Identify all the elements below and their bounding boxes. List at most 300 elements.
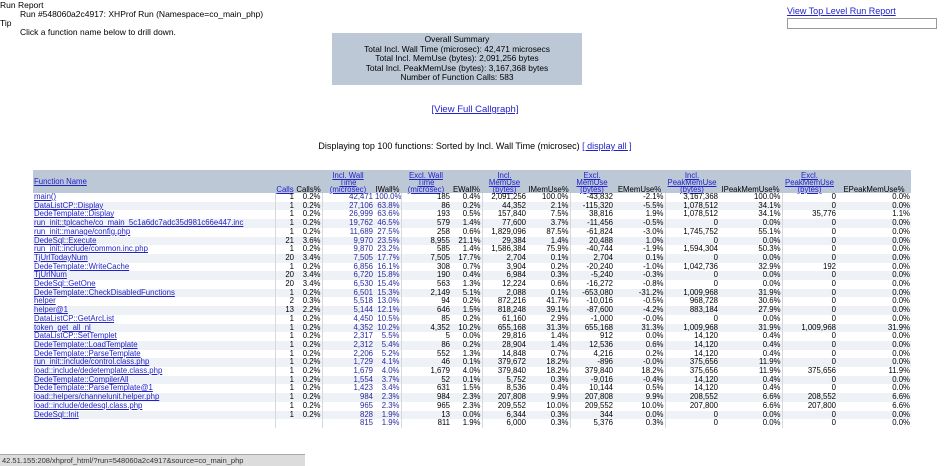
metric-cell: 0 <box>665 254 719 263</box>
metric-cell: 26,999 <box>322 210 374 219</box>
metric-cell: 50.3% <box>758 245 781 254</box>
metric-cell: 1 <box>275 341 295 350</box>
function-cell <box>33 193 275 202</box>
metric-cell: 12,536 <box>570 341 614 350</box>
metric-cell: 14,120 <box>665 350 719 359</box>
metric-cell: 0.2% <box>295 358 322 367</box>
column-header: EPeakMemUse% <box>837 170 911 193</box>
column-header[interactable] <box>33 170 275 193</box>
metric-cell: 2,206 <box>322 350 374 359</box>
metric-cell: 0.0% <box>892 314 910 323</box>
metric-cell: 872,216 <box>482 297 527 306</box>
function-cell <box>33 202 275 211</box>
metric-cell: 0.2% <box>302 262 321 271</box>
table-row <box>33 280 911 289</box>
summary-peak-memuse: Total Incl. PeakMemUse (bytes): 3,167,368 bytes <box>365 62 549 73</box>
metric-cell: 1,586,384 <box>482 245 527 254</box>
metric-cell: 207,800 <box>782 402 837 411</box>
metric-cell: 0.0% <box>719 219 782 228</box>
function-link[interactable]: DedeTemplate::WriteCache <box>34 262 130 271</box>
metric-cell: 15.3% <box>374 289 401 298</box>
metric-cell: 185 <box>401 193 451 202</box>
metric-cell: 631 <box>401 384 451 393</box>
column-sort-link[interactable]: Excl. PeakMemUse (bytes) <box>785 171 834 194</box>
metric-cell: 818,248 <box>482 306 527 315</box>
column-header[interactable] <box>665 170 719 193</box>
column-sort-link[interactable]: Excl. Wall Time (microsec) <box>407 171 445 194</box>
metric-cell: 5,752 <box>482 376 527 385</box>
table-row <box>33 419 911 428</box>
function-link[interactable]: main() <box>34 193 57 201</box>
metric-cell: 965 <box>401 402 451 411</box>
metric-cell: 0.0% <box>645 332 664 341</box>
table-row <box>33 384 911 393</box>
metric-cell: 14,120 <box>665 384 719 393</box>
column-header[interactable] <box>275 170 295 193</box>
metric-cell: 1 <box>275 402 295 411</box>
metric-cell: 563 <box>401 280 451 289</box>
metric-cell: 0.3% <box>302 297 321 306</box>
function-link[interactable]: DedeTemplate::LoadTemplate <box>34 340 138 349</box>
function-link[interactable]: load::include/dedesql.class.php <box>34 401 143 410</box>
metric-cell: 0.2% <box>295 341 322 350</box>
column-header[interactable] <box>401 170 451 193</box>
metric-cell: 0.2% <box>295 411 322 420</box>
metric-cell: 13 <box>275 306 295 315</box>
metric-cell: 42,471 <box>322 193 374 202</box>
function-cell <box>33 350 275 359</box>
metric-cell: 6.6% <box>892 401 910 410</box>
metric-cell: 0 <box>782 280 837 289</box>
metric-cell: -1.0% <box>643 262 664 271</box>
column-sort-link[interactable]: Incl. Wall Time (microsec) <box>329 171 367 194</box>
metric-cell: 31.3% <box>614 324 665 333</box>
view-full-callgraph-link[interactable]: [View Full Callgraph] <box>431 104 519 115</box>
table-row <box>33 315 911 324</box>
metric-cell: 3.6% <box>295 237 322 246</box>
function-link[interactable]: DedeTemplate::ParseTemplate <box>34 349 141 358</box>
column-header[interactable] <box>570 170 614 193</box>
metric-cell: 0.7% <box>550 349 569 358</box>
metric-cell: -0.5% <box>643 297 664 306</box>
function-link[interactable]: load::include/dedetemplate.class.php <box>34 367 163 376</box>
metric-cell: 9.9% <box>614 393 665 402</box>
metric-cell: 828 <box>322 411 374 420</box>
metric-cell: 0 <box>782 341 837 350</box>
metric-cell: 1.0% <box>614 237 665 246</box>
function-link[interactable]: DataListCP::SetTemplet <box>34 332 117 341</box>
metric-cell: -115,320 <box>570 202 614 211</box>
metric-cell: 10.5% <box>377 314 400 323</box>
table-row <box>33 332 911 341</box>
metric-cell: 1,009,968 <box>665 324 719 333</box>
metric-cell: 38,816 <box>570 210 614 219</box>
function-link[interactable]: DedeSql::Execute <box>34 236 97 245</box>
metric-cell: 984 <box>322 393 374 402</box>
metric-cell: 3.4% <box>302 280 321 289</box>
table-row <box>33 402 911 411</box>
column-header: EWall% <box>451 170 482 193</box>
metric-cell: 2.3% <box>451 393 482 402</box>
metric-cell: 11,689 <box>322 228 374 237</box>
metric-cell: 0.1% <box>614 254 665 263</box>
function-cell <box>33 358 275 367</box>
metric-cell: 1.4% <box>462 245 481 254</box>
metric-cell: 18.2% <box>527 358 570 367</box>
function-cell <box>33 245 275 254</box>
metric-cell: -896 <box>570 358 614 367</box>
metric-cell: 1 <box>275 263 295 272</box>
metric-cell: 0 <box>782 193 837 202</box>
table-row <box>33 297 911 306</box>
metric-cell: 5.4% <box>374 341 401 350</box>
metric-cell: 75.9% <box>546 245 569 254</box>
metric-cell: 0 <box>782 332 837 341</box>
function-cell <box>33 411 275 420</box>
metric-cell: 0.2% <box>295 289 322 298</box>
function-cell <box>33 315 275 324</box>
metric-cell: 1,009,968 <box>665 289 719 298</box>
metric-cell: 3,904 <box>482 263 527 272</box>
metric-cell: 1,423 <box>322 384 374 393</box>
metric-cell: 0.2% <box>302 384 321 393</box>
metric-cell: 3,167,368 <box>665 193 719 202</box>
metric-cell: 0.0% <box>837 254 911 263</box>
metric-cell: 5.5% <box>381 332 400 341</box>
metric-cell: 0.0% <box>892 262 910 271</box>
metric-cell: 0.3% <box>527 411 570 420</box>
metric-cell: 0 <box>782 219 837 228</box>
summary-wall-time: Total Incl. Wall Time (microsec): 42,471 microsecs <box>364 43 550 54</box>
metric-cell: 0.0% <box>892 297 910 306</box>
metric-cell: 2,091,256 <box>482 193 527 202</box>
column-header[interactable] <box>482 170 527 193</box>
metric-cell: 4,450 <box>322 315 374 324</box>
metric-cell: 17.7% <box>374 254 401 263</box>
metric-cell: 379,840 <box>482 367 527 376</box>
function-link[interactable]: DedeTemplate::CompilerAll <box>34 375 129 384</box>
function-link[interactable]: load::helpers/channelunit.helper.php <box>34 393 160 402</box>
column-header[interactable] <box>322 170 374 193</box>
metric-cell: 344 <box>570 411 614 420</box>
metric-cell: 0 <box>665 315 719 324</box>
metric-cell: 646 <box>401 306 451 315</box>
metric-cell: 52 <box>401 376 451 385</box>
metric-cell: 0.2% <box>645 349 664 358</box>
metric-cell: 6,000 <box>482 419 527 428</box>
metric-cell: 17.7% <box>451 254 482 263</box>
metric-cell: 55.1% <box>758 227 781 236</box>
table-row <box>33 358 911 367</box>
metric-cell: 0.0% <box>837 341 911 350</box>
metric-cell: -5,240 <box>570 271 614 280</box>
metric-cell: 0.4% <box>719 376 782 385</box>
metric-cell: 552 <box>401 350 451 359</box>
metric-cell: 14,120 <box>665 332 719 341</box>
function-cell <box>33 289 275 298</box>
metric-cell: 4.0% <box>462 367 481 376</box>
metric-cell: 815 <box>322 419 374 428</box>
metric-cell: 0 <box>782 254 837 263</box>
metric-cell: 27.5% <box>377 227 400 236</box>
metric-cell: 375,656 <box>782 367 837 376</box>
metric-cell: 2,149 <box>401 289 451 298</box>
metric-cell: 0.3% <box>645 419 664 428</box>
metric-cell: 31.9% <box>719 324 782 333</box>
metric-cell: 0.6% <box>462 227 481 236</box>
metric-cell: 0 <box>782 228 837 237</box>
table-row <box>33 367 911 376</box>
metric-cell: 0.3% <box>527 271 570 280</box>
metric-cell: 0 <box>782 245 837 254</box>
metric-cell: 4.0% <box>381 367 400 376</box>
function-link[interactable]: run_init::tplcache/co_main_5c1a6dc7adc35d981c66e447.inc <box>34 219 244 228</box>
metric-cell: -61,824 <box>570 228 614 237</box>
table-header-row <box>33 170 911 193</box>
metric-cell: 16.1% <box>377 262 400 271</box>
function-link[interactable]: DataListCP::GetArcList <box>34 314 115 323</box>
column-header: Calls% <box>295 170 322 193</box>
metric-cell: 208,552 <box>782 393 837 402</box>
metric-cell: 0.2% <box>451 341 482 350</box>
metric-cell: 209,552 <box>482 402 527 411</box>
metric-cell: 0 <box>782 306 837 315</box>
table-row <box>33 237 911 246</box>
metric-cell: 0.0% <box>719 271 782 280</box>
metric-cell: 35,776 <box>782 210 837 219</box>
metric-cell: 0 <box>665 411 719 420</box>
metric-cell: -653,080 <box>570 289 614 298</box>
metric-cell: 2,317 <box>322 332 374 341</box>
metric-cell: 6,344 <box>482 411 527 420</box>
metric-cell: 1.4% <box>550 332 569 341</box>
metric-cell: 2.2% <box>295 306 322 315</box>
table-row <box>33 219 911 228</box>
column-sort-link[interactable]: Incl. PeakMemUse (bytes) <box>667 171 717 194</box>
metric-cell: 10.0% <box>641 401 664 410</box>
metric-cell: 6.6% <box>837 393 911 402</box>
metric-cell: 27,106 <box>322 202 374 211</box>
metric-cell: 12.1% <box>374 306 401 315</box>
metric-cell: 9.9% <box>527 393 570 402</box>
column-sort-link[interactable]: Excl. MemUse (bytes) <box>576 171 608 194</box>
metric-cell: 0 <box>782 289 837 298</box>
run-line: Run #548060a2c4917: XHProf Run (Namespace=co_main_php) <box>20 9 264 19</box>
metric-cell: 0.0% <box>892 332 910 341</box>
metric-cell: 984 <box>401 393 451 402</box>
metric-cell: -0.0% <box>643 314 664 323</box>
metric-cell: 209,552 <box>570 402 614 411</box>
metric-cell: 87.5% <box>546 227 569 236</box>
function-link[interactable]: DedeSql::GetOne <box>34 280 96 289</box>
metric-cell: 0.2% <box>462 314 481 323</box>
column-sort-link[interactable]: Calls <box>276 185 294 194</box>
metric-cell: 1,745,752 <box>665 228 719 237</box>
column-header: IPeakMemUse% <box>719 170 782 193</box>
metric-cell: 5,376 <box>570 419 614 428</box>
function-link[interactable]: run_init::include/common.inc.php <box>34 245 148 254</box>
metric-cell: 100.0% <box>375 193 401 201</box>
metric-cell: 0.3% <box>527 376 570 385</box>
table-row <box>33 376 911 385</box>
metric-cell: 0.6% <box>614 341 665 350</box>
metric-cell: 9,870 <box>322 245 374 254</box>
metric-cell: 0.0% <box>892 384 910 393</box>
metric-cell: 1.9% <box>645 210 664 219</box>
table-row <box>33 306 911 315</box>
function-cell <box>33 402 275 411</box>
metric-cell: 15.8% <box>374 271 401 280</box>
function-cell <box>33 367 275 376</box>
metric-cell: 0.7% <box>462 262 481 271</box>
column-sort-link[interactable]: Incl. MemUse (bytes) <box>488 171 521 194</box>
metric-cell: 8,955 <box>401 237 451 246</box>
metric-cell: 0.0% <box>462 332 481 341</box>
metric-cell: 19,762 <box>322 219 374 228</box>
table-row <box>33 289 911 298</box>
table-row <box>33 341 911 350</box>
metric-cell: 4.1% <box>374 358 401 367</box>
function-link[interactable]: token_get_all_nl <box>34 323 91 332</box>
metric-cell: 2,088 <box>482 289 527 298</box>
function-link[interactable]: DedeTemplate::ParseTemplate@1 <box>34 384 153 393</box>
function-cell <box>33 263 275 272</box>
top-level-input-box[interactable] <box>787 18 937 29</box>
metric-cell: 0 <box>782 315 837 324</box>
tip-label: Tip <box>0 18 12 28</box>
status-bar: 42.51.155:208/xhprof_html/?run=548060a2c4917&source=co_main_php <box>0 454 305 466</box>
metric-cell: 94 <box>401 297 451 306</box>
column-header: EMemUse% <box>614 170 665 193</box>
metric-cell: 157,840 <box>482 210 527 219</box>
metric-cell: 1 <box>275 393 295 402</box>
metric-cell: 8,536 <box>482 384 527 393</box>
metric-cell: 21 <box>275 237 295 246</box>
function-link[interactable]: helper@1 <box>34 306 68 315</box>
table-row <box>33 271 911 280</box>
metric-cell: 0.2% <box>302 227 321 236</box>
metric-cell: 1.4% <box>527 341 570 350</box>
table-row <box>33 324 911 333</box>
metric-cell: 4,216 <box>570 350 614 359</box>
metric-cell: 883,184 <box>665 306 719 315</box>
metric-cell: -0.3% <box>614 271 665 280</box>
metric-cell: 968,728 <box>665 297 719 306</box>
metric-cell: 1,679 <box>401 367 451 376</box>
metric-cell: 7,505 <box>401 254 451 263</box>
metric-cell: 0.4% <box>719 341 782 350</box>
metric-cell: 6,984 <box>482 271 527 280</box>
metric-cell: 1 <box>275 324 295 333</box>
function-cell <box>33 332 275 341</box>
metric-cell: 14,848 <box>482 350 527 359</box>
metric-cell: 1 <box>275 350 295 359</box>
function-link[interactable]: TjUrlTodayNum <box>34 253 88 262</box>
metric-cell: 1 <box>275 219 295 228</box>
column-sort-link[interactable]: Function Name <box>34 177 87 186</box>
summary-heading: Overall Summary <box>424 34 490 44</box>
metric-cell: 0.2% <box>451 202 482 211</box>
metric-cell: -31.2% <box>614 289 665 298</box>
metric-cell: -0.4% <box>614 376 665 385</box>
metric-cell: 0.0% <box>762 314 781 323</box>
function-cell <box>33 254 275 263</box>
function-link[interactable]: DataListCP::Display <box>34 201 104 210</box>
metric-cell: 375,656 <box>665 358 719 367</box>
function-link[interactable]: DedeTemplate::CheckDisabledFunctions <box>34 288 175 297</box>
metric-cell: 41.7% <box>546 297 569 306</box>
metric-cell: 77,600 <box>482 219 527 228</box>
metric-cell: 23.5% <box>374 237 401 246</box>
function-link[interactable]: DedeSql::Init <box>34 410 79 419</box>
metric-cell: 2,312 <box>322 341 374 350</box>
metric-cell: -1.9% <box>643 245 664 254</box>
function-link[interactable]: run_init::include/control.class.php <box>34 358 150 367</box>
metric-cell: 2.3% <box>381 401 400 410</box>
metric-cell: 0.6% <box>550 280 569 289</box>
column-header[interactable] <box>782 170 837 193</box>
metric-cell: 5 <box>401 332 451 341</box>
metric-cell: 258 <box>401 228 451 237</box>
metric-cell: 0 <box>782 202 837 211</box>
metric-cell: 965 <box>322 402 374 411</box>
metric-cell: 10,144 <box>570 384 614 393</box>
metric-cell: 579 <box>401 219 451 228</box>
metric-cell: 61,160 <box>482 315 527 324</box>
metric-cell: 0.0% <box>719 254 782 263</box>
metric-cell: 3.4% <box>295 254 322 263</box>
function-link[interactable]: run_init::manage/config.php <box>34 227 131 236</box>
metric-cell: -4.2% <box>614 306 665 315</box>
metric-cell: 1,594,304 <box>665 245 719 254</box>
metric-cell: 0.2% <box>295 376 322 385</box>
metric-cell: 0.0% <box>762 280 781 289</box>
metric-cell: 0 <box>782 350 837 359</box>
metric-cell: 0 <box>665 271 719 280</box>
metric-cell: 0.2% <box>295 393 322 402</box>
metric-cell: 811 <box>401 419 451 428</box>
metric-cell: 5.2% <box>381 349 400 358</box>
display-all-link[interactable]: [ display all ] <box>582 141 632 151</box>
function-link[interactable]: helper <box>34 297 56 306</box>
metric-cell: 655,168 <box>570 324 614 333</box>
metric-cell: 21.1% <box>451 237 482 246</box>
metric-cell: 3.7% <box>527 219 570 228</box>
function-link[interactable]: TjUrlNum <box>34 271 67 280</box>
metric-cell: 0.2% <box>302 367 321 376</box>
metric-cell: -20,240 <box>570 263 614 272</box>
metric-cell: 0.0% <box>719 411 782 420</box>
table-row <box>33 393 911 402</box>
metric-cell: 1.9% <box>381 419 400 428</box>
metric-cell: 20 <box>275 271 295 280</box>
metric-cell: 0 <box>782 297 837 306</box>
metric-cell: 23.2% <box>377 245 400 254</box>
metric-cell: 2,704 <box>570 254 614 263</box>
metric-cell: 0.2% <box>462 297 481 306</box>
function-link[interactable]: DedeTemplate::Display <box>34 210 115 219</box>
metric-cell: 29,384 <box>482 237 527 246</box>
metric-cell: 1.3% <box>462 349 481 358</box>
function-cell <box>33 341 275 350</box>
metric-cell: 0.0% <box>837 202 911 211</box>
metric-cell: 9,970 <box>322 237 374 246</box>
metric-cell: 32.9% <box>758 262 781 271</box>
metric-cell: 0.4% <box>462 193 481 201</box>
metric-cell: 0.2% <box>295 202 322 211</box>
metric-cell: 3.4% <box>381 384 400 393</box>
view-top-level-run-report-link[interactable]: View Top Level Run Report <box>787 6 896 16</box>
